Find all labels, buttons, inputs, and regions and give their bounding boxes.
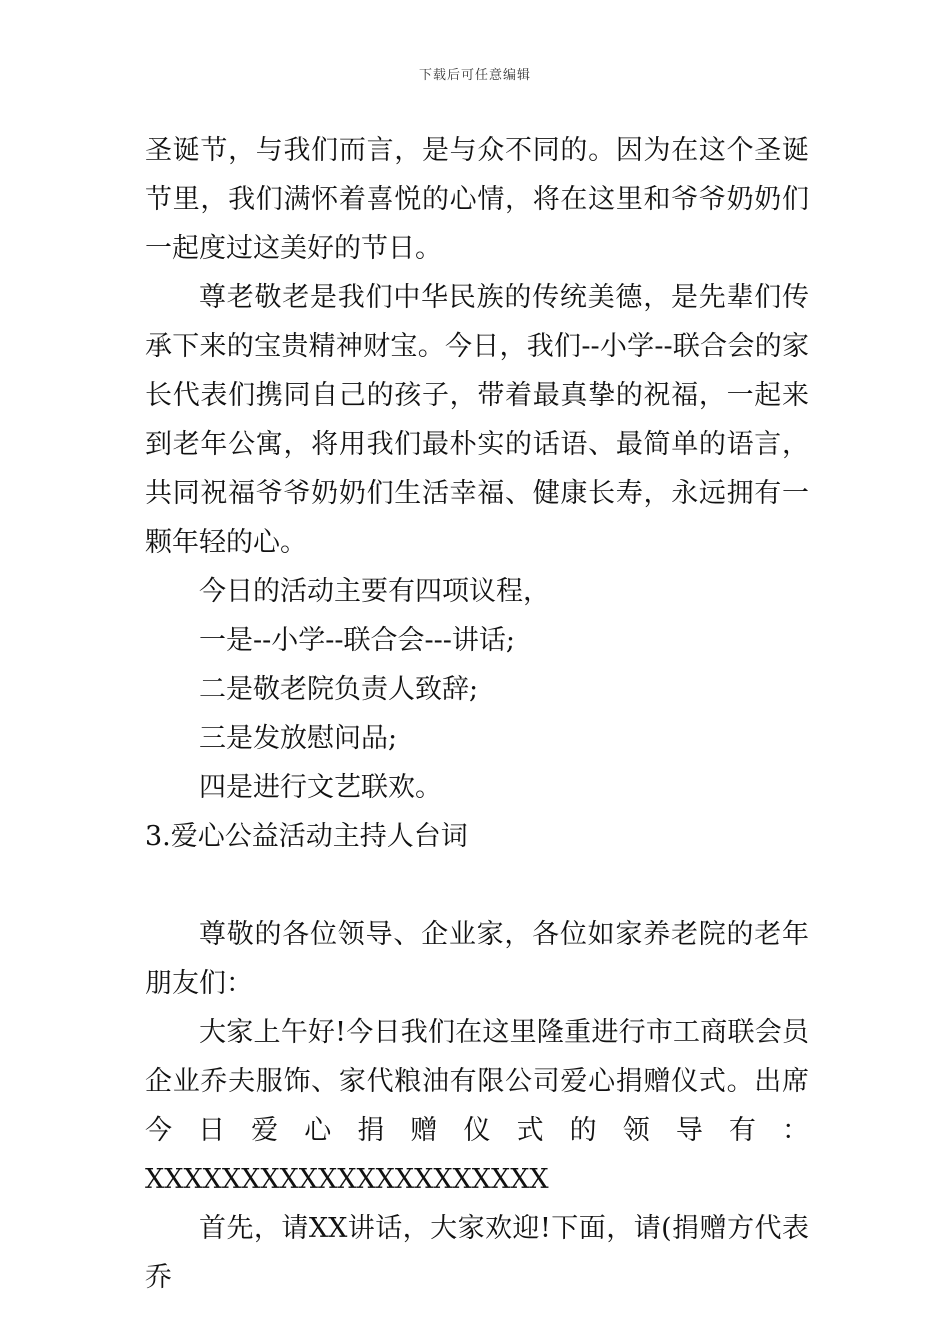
document-body [145, 126, 809, 1302]
agenda-item-2: 二是敬老院负责人致辞; [199, 674, 479, 705]
agenda-item-1: 一是--小学--联合会---讲话; [199, 625, 515, 656]
paragraph-first-speaker: 首先，请XX讲话，大家欢迎!下面，请(捐赠方代表乔 [145, 1213, 809, 1293]
agenda-item-3: 三是发放慰问品; [199, 723, 398, 754]
paragraph-greeting: 大家上午好!今日我们在这里隆重进行市工商联会员企业乔夫服饰、家代粮油有限公司爱心捐赠仪式。出席今日爱心捐赠仪式的领导有：XXXXXXXXXXXXXXXXXXXXX [145, 1017, 809, 1195]
paragraph-respect-elders: 尊老敬老是我们中华民族的传统美德，是先辈们传承下来的宝贵精神财宝。今日，我们--小学--联合会的家长代表们携同自己的孩子，带着最真挚的祝福，一起来到老年公寓，将用我们最朴实的话语、最简单的语言，共同祝福爷爷奶奶们生活幸福、健康长寿，永远拥有一颗年轻的心。 [145, 282, 809, 558]
paragraph-intro: 圣诞节，与我们而言，是与众不同的。因为在这个圣诞节里，我们满怀着喜悦的心情，将在这里和爷爷奶奶们一起度过这美好的节日。 [145, 135, 809, 264]
page-header: 下载后可任意编辑 [418, 68, 531, 83]
blank-line [145, 861, 809, 910]
agenda-item-4: 四是进行文艺联欢。 [199, 772, 442, 803]
section-heading: 3.爱心公益活动主持人台词 [145, 821, 468, 852]
paragraph-salutation: 尊敬的各位领导、企业家，各位如家养老院的老年朋友们： [145, 919, 809, 999]
paragraph-agenda-intro: 今日的活动主要有四项议程， [199, 576, 550, 607]
